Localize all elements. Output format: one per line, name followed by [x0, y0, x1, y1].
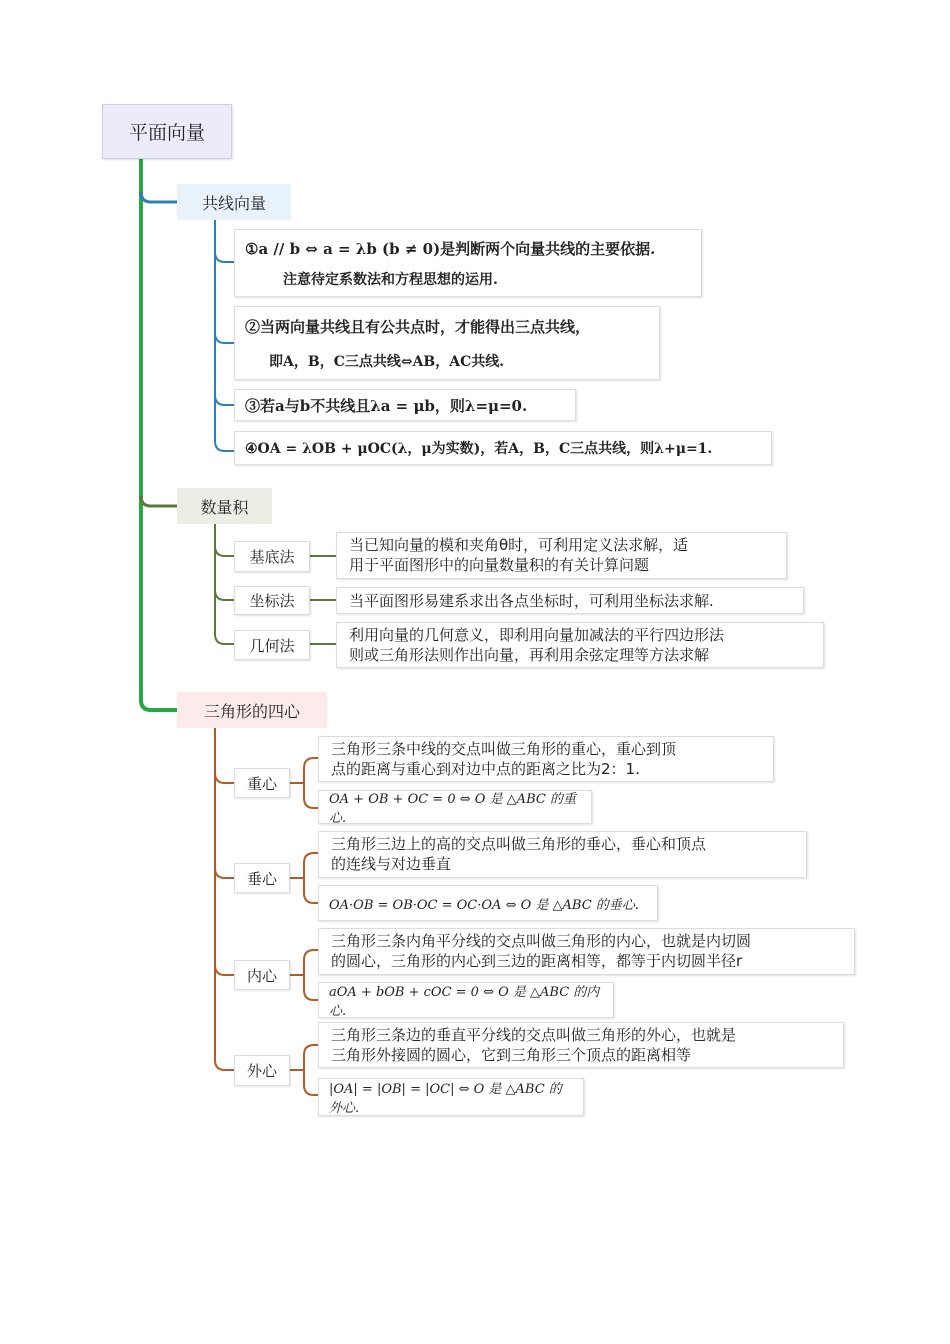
- collinear-item-1: [234, 229, 702, 297]
- circumcenter-desc-1: 三角形三条边的垂直平分线的交点叫做三角形的外心，也就是: [331, 1026, 737, 1044]
- method-basis-desc-1: 当已知向量的模和夹角θ时，可利用定义法求解，适: [349, 536, 689, 554]
- centers-node[interactable]: 三角形的四心: [177, 692, 327, 728]
- dot-product-node[interactable]: 数量积: [177, 488, 272, 524]
- incenter-formula: aOA + bOB + cOC = 0 ⇔ O 是 △ABC 的内心.: [318, 982, 614, 1018]
- collinear-item-4: [234, 431, 772, 465]
- method-coordinate-desc: [336, 587, 804, 614]
- method-geometric-desc-1: 利用向量的几何意义，即利用向量加减法的平行四边形法: [349, 626, 725, 644]
- method-coordinate[interactable]: 坐标法: [234, 586, 310, 615]
- center-incenter[interactable]: 内心: [234, 960, 290, 990]
- incenter-desc-1: 三角形三条内角平分线的交点叫做三角形的内心，也就是内切圆: [331, 932, 752, 950]
- orthocenter-desc-1: 三角形三边上的高的交点叫做三角形的垂心，垂心和顶点: [331, 835, 707, 853]
- branch-collinear: [141, 192, 177, 202]
- incenter-desc-2: 的圆心，三角形的内心到三边的距离相等，都等于内切圆半径r: [331, 952, 743, 970]
- centroid-desc-1: 三角形三条中线的交点叫做三角形的重心，重心到顶: [331, 740, 677, 758]
- orthocenter-desc-2: 的连线与对边垂直: [331, 855, 452, 873]
- incenter-desc: [318, 928, 855, 975]
- branch-dot: [141, 496, 177, 506]
- collinear-item-1-line2: 注意待定系数法和方程思想的运用.: [283, 271, 498, 288]
- collinear-node[interactable]: 共线向量: [177, 184, 291, 220]
- circumcenter-formula: |OA| = |OB| = |OC| ⇔ O 是 △ABC 的外心.: [318, 1078, 584, 1116]
- center-centroid[interactable]: 重心: [234, 768, 290, 798]
- centroid-desc: [318, 736, 774, 782]
- trunk-line: [141, 159, 177, 710]
- circumcenter-desc: [318, 1022, 844, 1068]
- collinear-item-1-line1: ①a // b ⇔ a = λb (b ≠ 0)是判断两个向量共线的主要依据.: [245, 239, 656, 258]
- collinear-item-4-line1: ④OA = λOB + μOC(λ，μ为实数)，若A，B，C三点共线，则λ+μ=1.: [245, 441, 713, 457]
- centroid-formula: OA + OB + OC = 0 ⇔ O 是 △ABC 的重心.: [318, 790, 592, 824]
- method-basis-desc-2: 用于平面图形中的向量数量积的有关计算问题: [349, 556, 650, 574]
- orthocenter-desc: [318, 831, 807, 878]
- collinear-item-3-line1: ③若a与b不共线且λa = μb，则λ=μ=0.: [245, 396, 528, 415]
- method-geometric-desc: [336, 622, 824, 668]
- collinear-item-2-line1: ②当两向量共线且有公共点时，才能得出三点共线，: [245, 317, 591, 336]
- method-basis-desc: [336, 532, 787, 579]
- method-coordinate-desc-1: 当平面图形易建系求出各点坐标时，可利用坐标法求解.: [349, 592, 714, 610]
- collinear-item-2-line2: 即A，B，C三点共线⇔AB，AC共线.: [269, 353, 505, 370]
- method-basis[interactable]: 基底法: [234, 541, 310, 572]
- method-geometric-desc-2: 则或三角形法则作出向量，再利用余弦定理等方法求解: [349, 646, 710, 664]
- centroid-desc-2: 点的距离与重心到对边中点的距离之比为2：1.: [331, 760, 640, 778]
- root-node[interactable]: 平面向量: [102, 104, 232, 159]
- orthocenter-formula: OA·OB = OB·OC = OC·OA ⇔ O 是 △ABC 的垂心.: [318, 885, 658, 921]
- collinear-item-2: [234, 306, 660, 380]
- collinear-item-3: [234, 389, 576, 421]
- center-orthocenter[interactable]: 垂心: [234, 863, 290, 893]
- center-circumcenter[interactable]: 外心: [234, 1055, 290, 1086]
- circumcenter-desc-2: 三角形外接圆的圆心，它到三角形三个顶点的距离相等: [331, 1046, 692, 1064]
- method-geometric[interactable]: 几何法: [234, 630, 310, 660]
